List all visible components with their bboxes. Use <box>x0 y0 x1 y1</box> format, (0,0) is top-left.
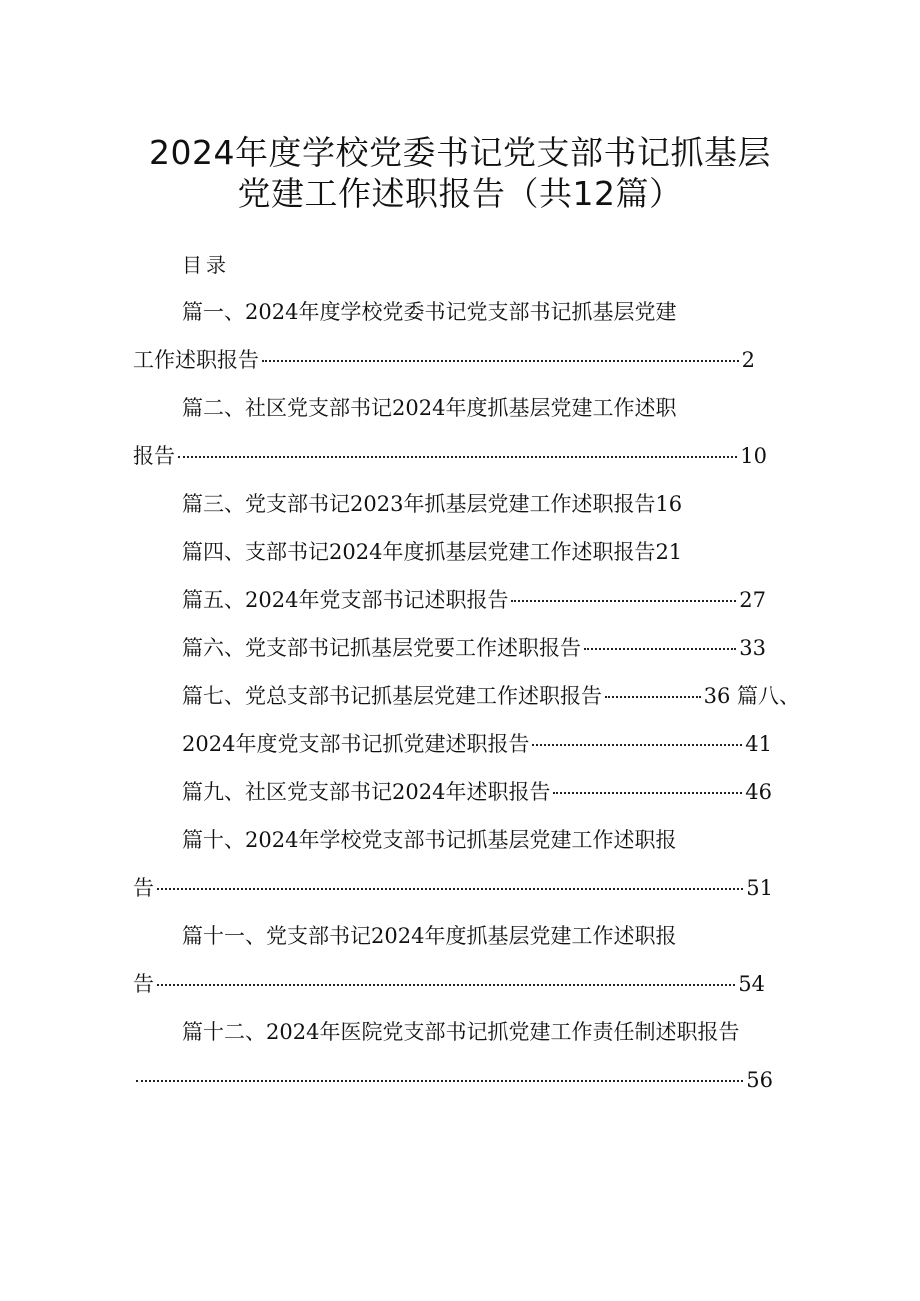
toc-page-number: 33 <box>739 636 766 660</box>
toc-page-number: 56 <box>746 1068 773 1092</box>
toc-entry-2-line-1: 篇二、社区党支部书记2024年度抓基层党建工作述职 <box>182 396 677 420</box>
dot-leader <box>178 456 737 458</box>
toc-page-number: 2 <box>741 348 755 372</box>
toc-page-number: 54 <box>738 972 765 996</box>
dot-leader <box>157 888 743 890</box>
dot-leader <box>605 696 701 698</box>
toc-entry-text: 篇五、2024年党支部书记述职报告 <box>182 588 509 612</box>
toc-entry-10-line-1: 篇十、2024年学校党支部书记抓基层党建工作述职报 <box>182 828 677 852</box>
dot-leader <box>584 648 736 650</box>
document-title-line-2: 党建工作述职报告（共12篇） <box>237 174 683 213</box>
toc-entry-11-line-1: 篇十一、党支部书记2024年度抓基层党建工作述职报 <box>182 924 677 948</box>
toc-page-number: 27 <box>739 588 766 612</box>
toc-entry-8 <box>182 730 772 758</box>
toc-entry-text: 2024年度党支部书记抓党建述职报告 <box>182 732 530 756</box>
toc-entry-4: 篇四、支部书记2024年度抓基层党建工作述职报告21 <box>182 540 683 564</box>
dot-leader <box>532 744 742 746</box>
toc-entry-12-line-1: 篇十二、2024年医院党支部书记抓党建工作责任制述职报告 <box>182 1020 740 1044</box>
dot-leader <box>262 360 739 362</box>
toc-entry-10-line-2 <box>133 874 773 902</box>
toc-page-number: 41 <box>745 732 772 756</box>
dot-leader <box>553 792 742 794</box>
toc-entry-text: 篇九、社区党支部书记2024年述职报告 <box>182 780 551 804</box>
dot-leader <box>511 600 736 602</box>
toc-entry-9 <box>182 778 772 806</box>
toc-entry-3: 篇三、党支部书记2023年抓基层党建工作述职报告16 <box>182 492 683 516</box>
toc-page-number: 36 篇八、 <box>703 684 800 708</box>
toc-entry-11-line-2 <box>133 970 765 998</box>
toc-entry-text: 告 <box>133 972 154 996</box>
toc-heading: 目录 <box>182 253 230 277</box>
toc-entry-text: 告 <box>133 876 154 900</box>
toc-entry-2-line-2 <box>133 442 767 470</box>
toc-entry-12-line-2 <box>133 1066 773 1094</box>
dot-leader <box>136 1080 743 1082</box>
document-title-line-1: 2024年度学校党委书记党支部书记抓基层 <box>149 133 771 172</box>
toc-entry-1-line-1: 篇一、2024年度学校党委书记党支部书记抓基层党建 <box>182 300 677 324</box>
toc-page-number: 46 <box>745 780 772 804</box>
toc-entry-7 <box>182 682 800 710</box>
dot-leader <box>157 984 735 986</box>
toc-entry-text: 篇六、党支部书记抓基层党要工作述职报告 <box>182 636 581 660</box>
toc-page-number: 51 <box>746 876 773 900</box>
toc-page-number: 10 <box>740 444 767 468</box>
toc-entry-text: 报告 <box>133 444 175 468</box>
toc-entry-text: 工作述职报告 <box>133 348 259 372</box>
toc-entry-6 <box>182 634 766 662</box>
toc-entry-5 <box>182 586 766 614</box>
toc-entry-text: 篇七、党总支部书记抓基层党建工作述职报告 <box>182 684 602 708</box>
toc-entry-1-line-2 <box>133 346 755 374</box>
